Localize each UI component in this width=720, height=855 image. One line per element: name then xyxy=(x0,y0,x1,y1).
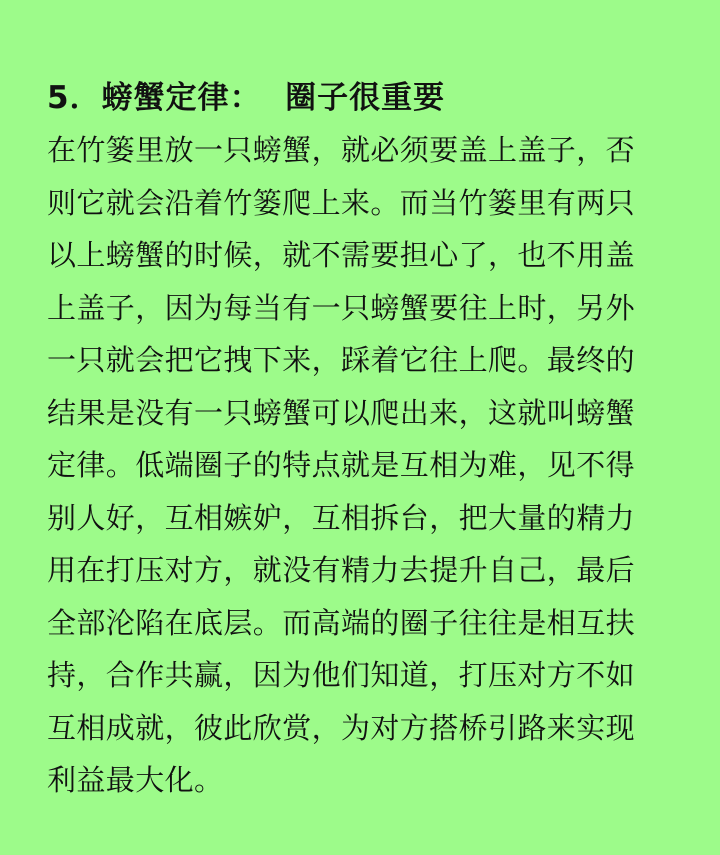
article-body xyxy=(47,124,677,807)
body-line: 结果是没有一只螃蟹可以爬出来，这就叫螃蟹 xyxy=(47,395,636,430)
body-line: 全部沦陷在底层。而高端的圈子往往是相互扶 xyxy=(47,605,636,640)
body-line: 别人好，互相嫉妒，互相拆台，把大量的精力 xyxy=(47,500,636,535)
body-line: 持，合作共赢，因为他们知道，打压对方不如 xyxy=(47,658,636,692)
body-line: 上盖子，因为每当有一只螃蟹要往上时，另外 xyxy=(47,290,636,325)
body-line: 在竹篓里放一只螃蟹，就必须要盖上盖子，否 xyxy=(47,133,636,167)
body-line: 则它就会沿着竹篓爬上来。而当竹篓里有两只 xyxy=(47,185,636,220)
article xyxy=(47,72,677,807)
body-line: 利益最大化。 xyxy=(47,763,224,797)
body-line: 互相成就，彼此欣赏，为对方搭桥引路来实现 xyxy=(47,710,636,745)
body-line: 用在打压对方，就没有精力去提升自己，最后 xyxy=(47,553,636,587)
body-line: 定律。低端圈子的特点就是互相为难，见不得 xyxy=(47,448,636,482)
body-line: 以上螃蟹的时候，就不需要担心了，也不用盖 xyxy=(47,238,636,272)
body-line: 一只就会把它拽下来，踩着它往上爬。最终的 xyxy=(47,343,636,377)
article-heading: 5．螃蟹定律： 圈子很重要 xyxy=(47,80,446,116)
